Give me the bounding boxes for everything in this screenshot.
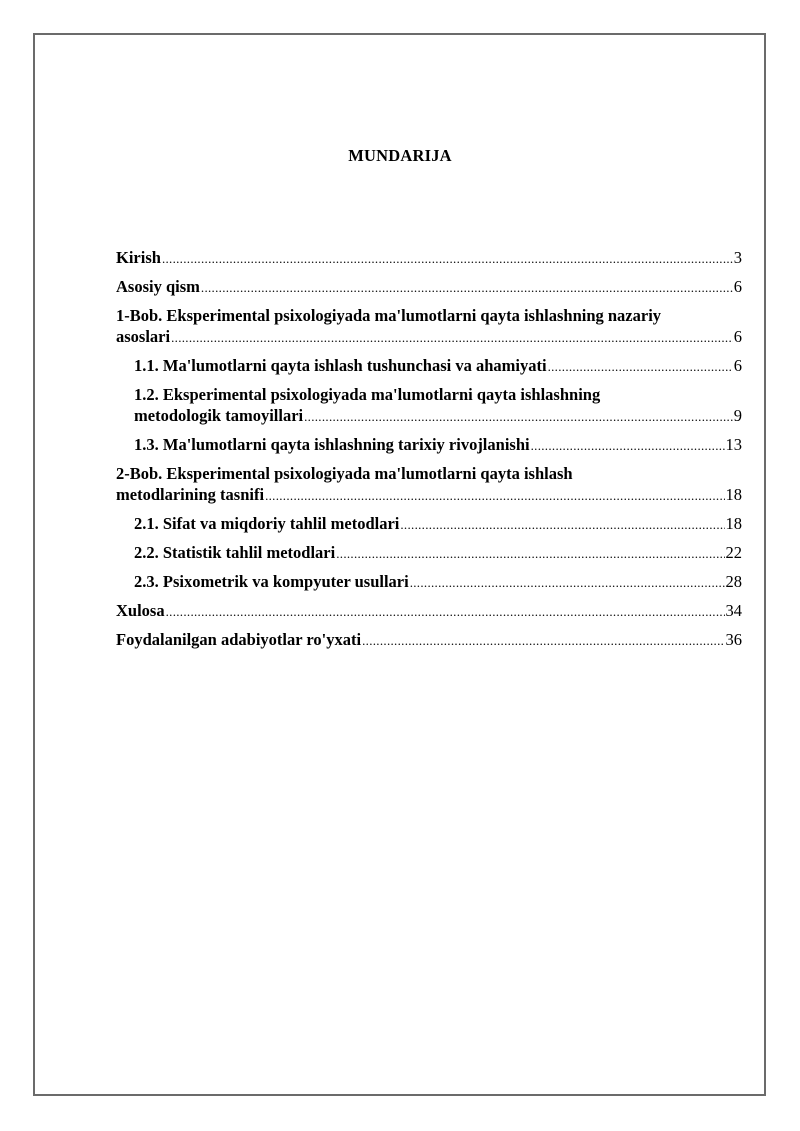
toc-entry-section-1-1[interactable] [116,355,742,377]
dot-leader [410,572,725,593]
toc-entry-bibliography[interactable] [116,629,742,651]
toc-page-number: 6 [733,277,742,296]
toc-entry-label: Kirish [116,248,161,267]
toc-entry-kirish[interactable] [116,247,742,269]
dot-leader [400,514,724,535]
toc-page-number: 3 [733,248,742,267]
dot-leader [265,485,724,506]
toc-entry-label: Xulosa [116,601,165,620]
toc-page-number: 18 [725,514,742,533]
toc-page-number: 6 [733,356,742,375]
dot-leader [201,277,733,298]
toc-entry-section-1-3[interactable] [116,434,742,456]
toc-entry-chapter-1[interactable] [116,305,742,348]
toc-entry-label: 2.2. Statistik tahlil metodlari [134,543,336,562]
toc-entry-label: Foydalanilgan adabiyotlar ro'yxati [116,630,362,649]
toc-entry-section-2-2[interactable] [116,542,742,564]
toc-page-number: 13 [725,435,742,454]
toc-page-number: 22 [725,543,742,562]
toc-entry-label-line1: 1-Bob. Eksperimental psixologiyada ma'lumotlarni qayta ishlashning nazariy [116,306,662,325]
dot-leader [531,435,725,456]
toc-entry-section-2-1[interactable] [116,513,742,535]
dot-leader [548,356,733,377]
dot-leader [362,630,724,651]
toc-entry-xulosa[interactable] [116,600,742,622]
toc-entry-label: metodlarining tasnifi [116,485,265,504]
toc-entry-label: 1.1. Ma'lumotlarni qayta ishlash tushunchasi va ahamiyati [134,356,547,375]
dot-leader [162,248,733,269]
toc-page-number: 18 [725,485,742,504]
toc-entry-asosiy-qism[interactable] [116,276,742,298]
toc-page-number: 34 [725,601,742,620]
toc-page-number: 28 [725,572,742,591]
toc-entry-label: 2.3. Psixometrik va kompyuter usullari [134,572,409,591]
toc-page-number: 6 [733,327,742,346]
toc-entry-chapter-2[interactable] [116,463,742,506]
table-of-contents [116,247,742,658]
toc-entry-label: 1.3. Ma'lumotlarni qayta ishlashning tarixiy rivojlanishi [134,435,530,454]
toc-page-number: 36 [725,630,742,649]
toc-entry-label: metodologik tamoyillari [134,406,304,425]
toc-entry-label-line1: 1.2. Eksperimental psixologiyada ma'lumotlarni qayta ishlashning [134,385,601,404]
toc-entry-label-line1: 2-Bob. Eksperimental psixologiyada ma'lumotlarni qayta ishlash [116,464,573,483]
document-title: MUNDARIJA [348,146,452,165]
toc-page-number: 9 [733,406,742,425]
toc-entry-section-1-2[interactable] [116,384,742,427]
toc-entry-label: Asosiy qism [116,277,200,296]
dot-leader [304,406,733,427]
toc-entry-label: 2.1. Sifat va miqdoriy tahlil metodlari [134,514,400,533]
toc-entry-section-2-3[interactable] [116,571,742,593]
dot-leader [171,327,733,348]
toc-entry-label: asoslari [116,327,171,346]
dot-leader [336,543,724,564]
dot-leader [166,601,725,622]
